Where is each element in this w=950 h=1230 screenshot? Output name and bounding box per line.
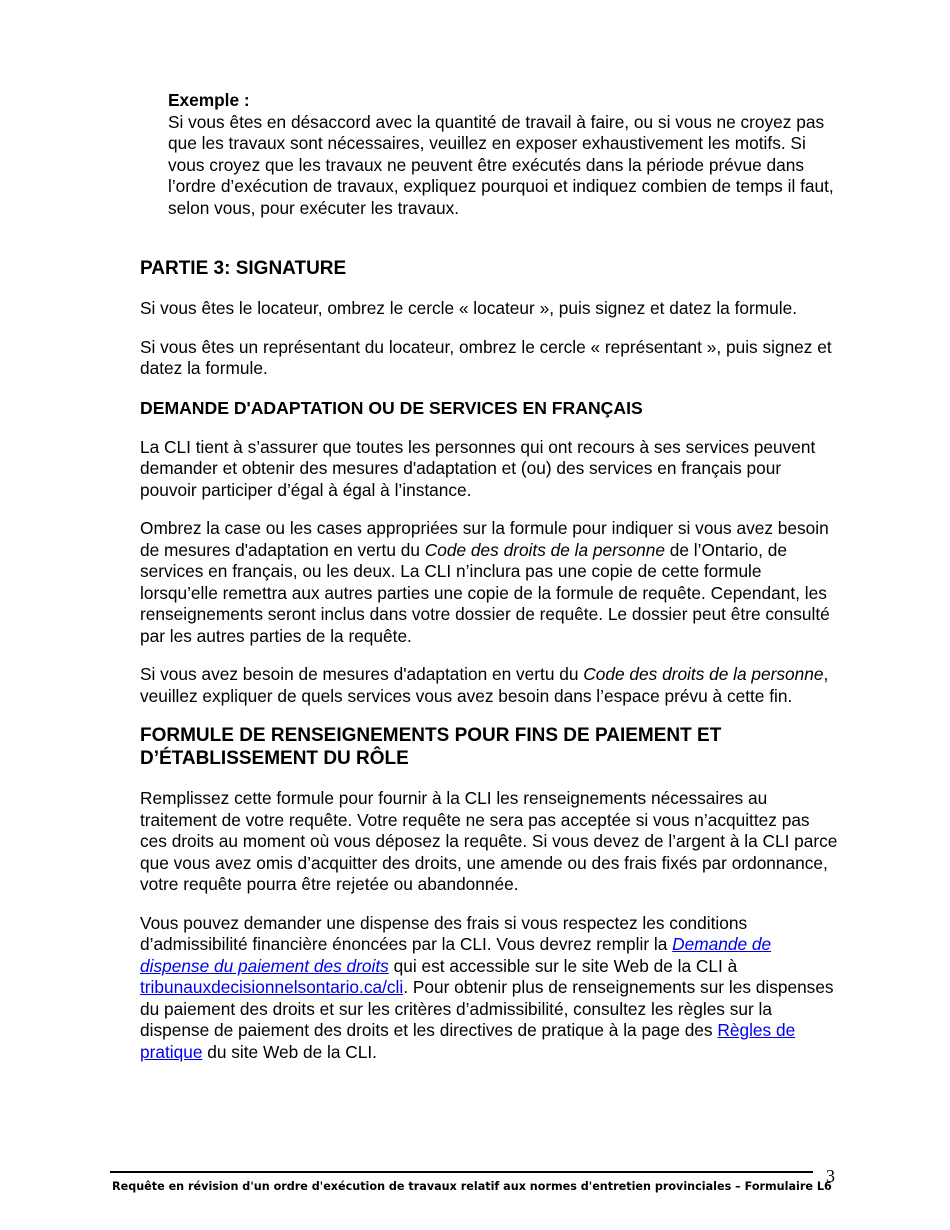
payment-paragraph-2 — [140, 913, 840, 1064]
footer-form-title: Requête en révision d'un ordre d'exécution de travaux relatif aux normes d'entretien provinciales – Formulaire L6 — [112, 1180, 832, 1193]
code-title-italic: Code des droits de la personne — [424, 539, 665, 560]
part3-heading: PARTIE 3: SIGNATURE — [140, 258, 347, 279]
payment-paragraph-1: Remplissez cette formule pour fournir à la CLI les renseignements nécessaires au traitement de votre requête. Votre requête ne sera pas acceptée si vous n’acquittez pas ces droits au moment où vous déposez la requête. Si vous devez de l’argent à la CLI parce que vous avez omis d’acquitter des droits, une amende ou des frais fixés par ordonnance, votre requête pourra être rejetée ou abandonnée. — [140, 788, 838, 894]
text-span: qui est accessible sur le site Web de la CLI à — [388, 955, 738, 976]
fee-waiver-link-text: Demande de dispense du paiement des droits — [140, 934, 772, 976]
part3-paragraph-landlord: Si vous êtes le locateur, ombrez le cercle « locateur », puis signez et datez la formule. — [140, 298, 798, 318]
text-span: . Pour obtenir plus de renseignements sur les dispenses du paiement des droits et sur les critères d’admissibilité, consultez les règles sur la dispense de paiement des droits et les directives de pratique à la page des — [140, 977, 834, 1040]
text-span: Vous pouvez demander une dispense des frais si vous respectez les conditions d’admissibilité financière énoncées par la CLI. Vous devrez remplir la — [140, 912, 748, 954]
text-span: Si vous avez besoin de mesures d'adaptation en vertu du — [140, 664, 584, 684]
code-title-italic: Code des droits de la personne — [583, 664, 824, 684]
accommodation-heading: DEMANDE D'ADAPTATION OU DE SERVICES EN FRANÇAIS — [140, 397, 643, 418]
text-span: , veuillez expliquer de quels services vous avez besoin dans l’espace prévu à cette fin. — [140, 664, 829, 706]
example-text: Si vous êtes en désaccord avec la quantité de travail à faire, ou si vous ne croyez pas que les travaux sont nécessaires, veuillez en exposer exhaustivement les motifs. Si vous croyez que les travaux ne peuvent être exécutés dans la période prévue dans l’ordre d’exécution de travaux, expliquez pourquoi et indiquez combien de temps il faut, selon vous, pour exécuter les travaux. — [168, 111, 834, 218]
page-number: 3 — [826, 1166, 835, 1186]
main-content — [140, 257, 840, 1080]
accommodation-paragraph-3 — [140, 664, 840, 707]
text-span: Ombrez la case ou les cases appropriées sur la formule pour indiquer si vous avez besoin de mesures d'adaptation en vertu du — [140, 518, 829, 560]
part3-paragraph-representative: Si vous êtes un représentant du locateur, ombrez le cercle « représentant », puis signez et datez la formule. — [140, 336, 832, 378]
footer-divider — [110, 1171, 813, 1173]
text-span: de l’Ontario, de services en français, ou les deux. La CLI n’inclura pas une copie de cette formule lorsqu’elle remettra aux autres parties une copie de la formule de requête. Cependant, les renseignements seront inclus dans votre dossier de requête. Le dossier peut être consulté par les autres parties de la requête. — [140, 539, 830, 646]
example-block — [168, 90, 838, 219]
accommodation-paragraph-1: La CLI tient à s’assurer que toutes les personnes qui ont recours à ses services peuvent demander et obtenir des mesures d'adaptation et (ou) des services en français pour pouvoir participer d’égal à égal à l’instance. — [140, 436, 816, 500]
payment-heading: FORMULE DE RENSEIGNEMENTS POUR FINS DE PAIEMENT ET D’ÉTABLISSEMENT DU RÔLE — [140, 725, 722, 769]
practice-rules-link[interactable]: Règles de pratique — [140, 1020, 796, 1062]
accommodation-paragraph-2 — [140, 518, 840, 647]
example-label: Exemple : — [168, 90, 250, 110]
text-span: du site Web de la CLI. — [202, 1041, 377, 1062]
tribunal-website-link[interactable]: tribunauxdecisionnelsontario.ca/cli — [140, 977, 404, 997]
